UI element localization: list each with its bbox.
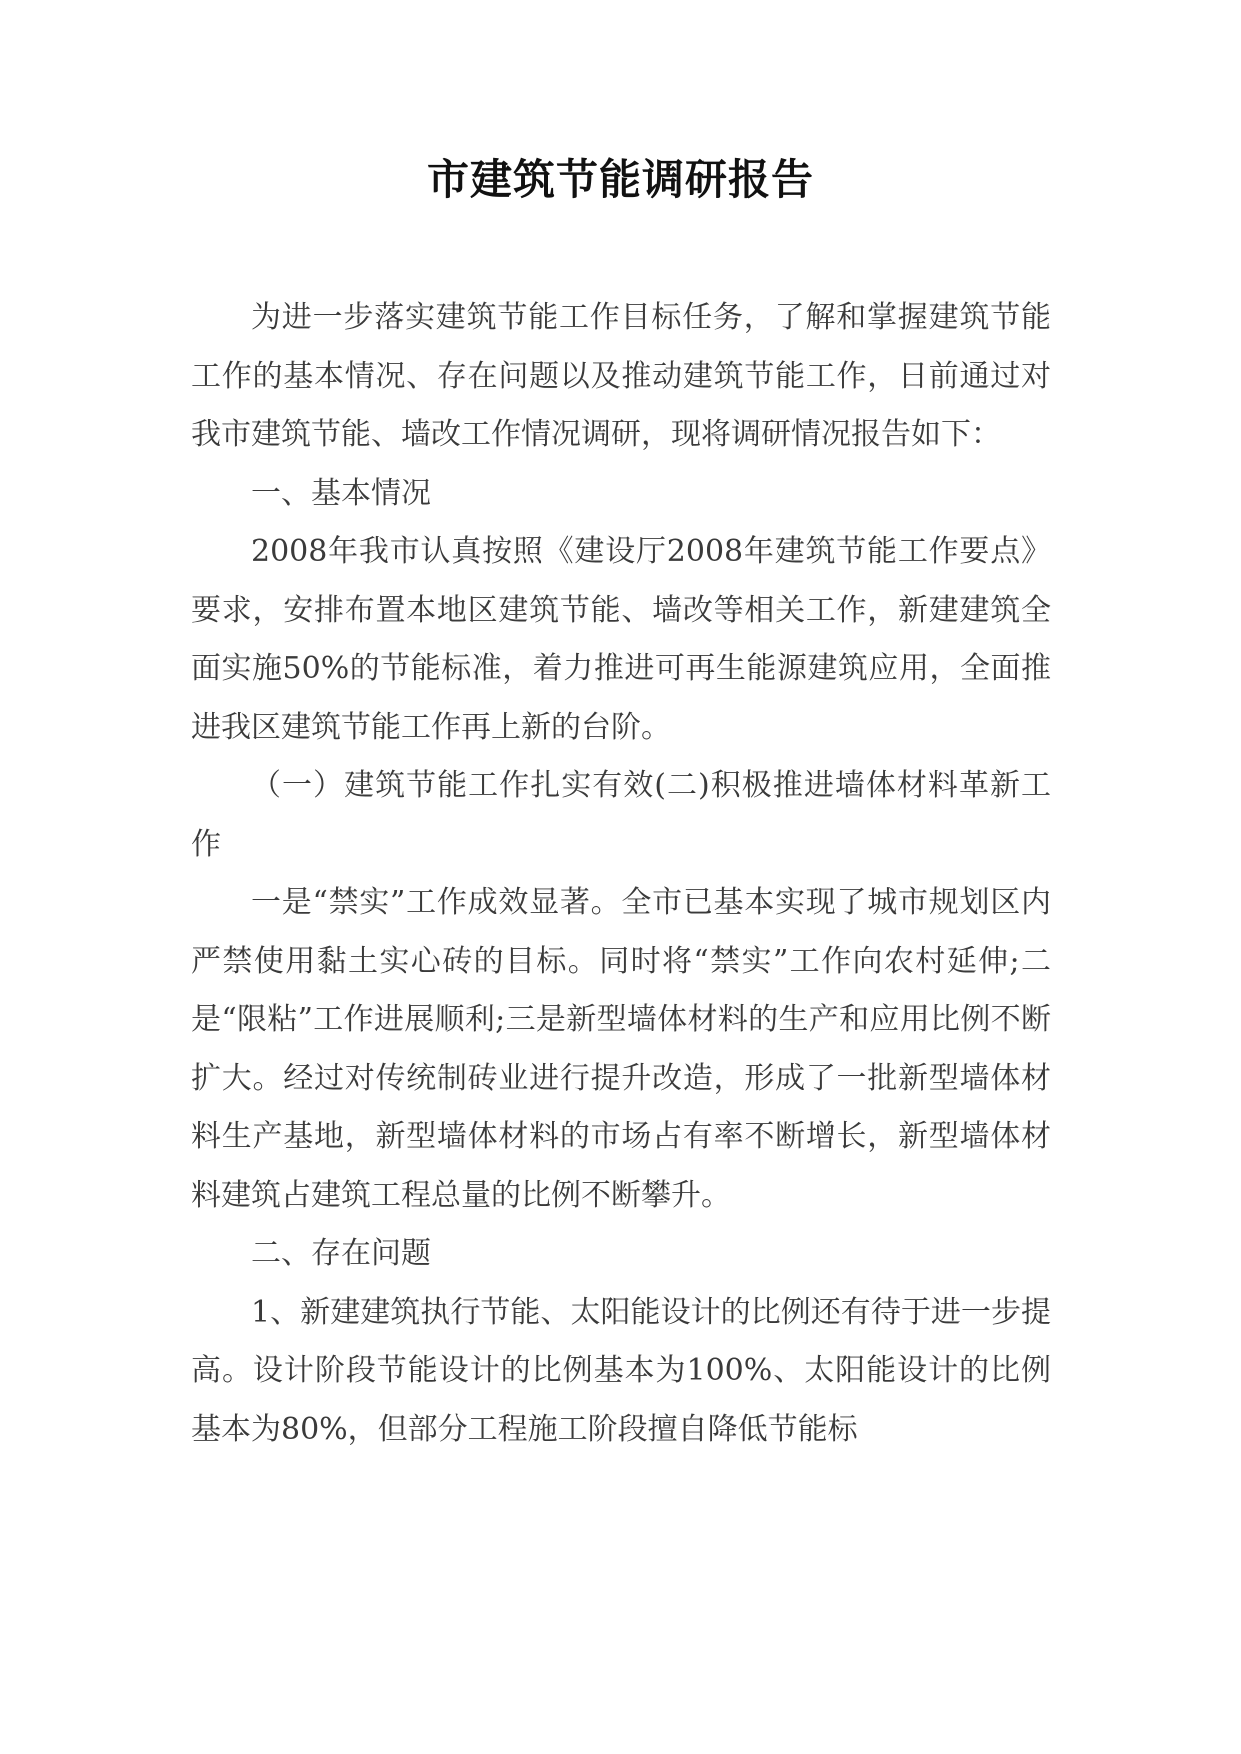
paragraph-wall-materials: 一是“禁实”工作成效显著。全市已基本实现了城市规划区内严禁使用黏土实心砖的目标。同时将“禁实”工作向农村延伸;二是“限粘”工作进展顺利;三是新型墙体材料的生产和应用比例不断扩大。经过对传统制砖业进行提升改造，形成了一批新型墙体材料生产基地，新型墙体材料的市场占有率不断增长，新型墙体材料建筑占建筑工程总量的比例不断攀升。 bbox=[191, 885, 1051, 1213]
subsection-heading: （一）建筑节能工作扎实有效(二)积极推进墙体材料革新工作 bbox=[191, 768, 1051, 862]
paragraph-2008-work: 2008年我市认真按照《建设厅2008年建筑节能工作要点》要求，安排布置本地区建筑节能、墙改等相关工作，新建建筑全面实施50%的节能标准，着力推进可再生能源建筑应用，全面推进我区建筑节能工作再上新的台阶。 bbox=[191, 534, 1051, 745]
document-title: 市建筑节能调研报告 bbox=[426, 155, 814, 204]
paragraph-intro: 为进一步落实建筑节能工作目标任务，了解和掌握建筑节能工作的基本情况、存在问题以及推动建筑节能工作，日前通过对我市建筑节能、墙改工作情况调研，现将调研情况报告如下： bbox=[191, 300, 1051, 452]
section-heading-problems: 二、存在问题 bbox=[251, 1236, 431, 1271]
section-heading-basic-situation: 一、基本情况 bbox=[251, 475, 431, 511]
paragraph-problem-1: 1、新建建筑执行节能、太阳能设计的比例还有待于进一步提高。设计阶段节能设计的比例基本为100%、太阳能设计的比例基本为80%，但部分工程施工阶段擅自降低节能标 bbox=[191, 1294, 1051, 1447]
document-body bbox=[191, 289, 1051, 1459]
